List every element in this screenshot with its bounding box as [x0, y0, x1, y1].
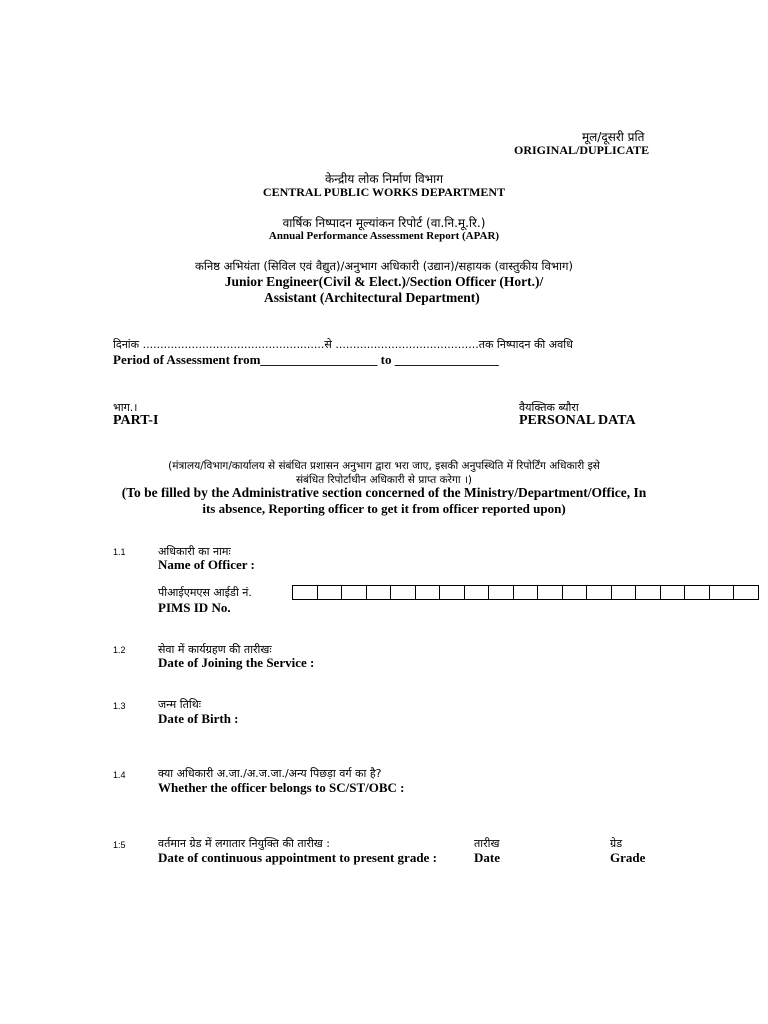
report-title-hindi: वार्षिक निष्पादन मूल्यांकन रिपोर्ट (वा.नि.मू.रि.) [282, 216, 486, 230]
pims-digit-box[interactable] [709, 585, 734, 600]
pims-digit-box[interactable] [513, 585, 538, 600]
pims-digit-box[interactable] [611, 585, 636, 600]
pims-digit-box[interactable] [390, 585, 415, 600]
instruction-english-2: its absence, Reporting officer to get it from officer reported upon) [202, 501, 566, 516]
date-column-label: Date [474, 850, 500, 865]
date-column-hindi: तारीख [474, 837, 500, 850]
pims-digit-box[interactable] [415, 585, 440, 600]
report-title-english: Annual Performance Assessment Report (APAR) [268, 230, 500, 242]
post-title-english-1: Junior Engineer(Civil & Elect.)/Section Officer (Hort.)/ [224, 274, 544, 289]
post-title-hindi: कनिष्ठ अभियंता (सिविल एवं वैद्युत)/अनुभाग अधिकारी (उद्यान)/सहायक (वास्तुकीय विभाग) [195, 259, 573, 273]
officer-name-label: Name of Officer : [158, 557, 255, 572]
field-number-1-3: 1.3 [113, 701, 126, 711]
category-label-hindi: क्या अधिकारी अ.जा./अ.ज.जा./अन्य पिछड़ा वर्ग का है? [158, 767, 382, 780]
period-hindi: दिनांक ....................................................से .........................................तक निष्पादन की अवधि [113, 338, 573, 351]
grade-column-label: Grade [610, 850, 646, 865]
period-english: Period of Assessment from__________________ to ________________ [113, 352, 499, 367]
pims-digit-box[interactable] [562, 585, 587, 600]
department-english: CENTRAL PUBLIC WORKS DEPARTMENT [262, 185, 506, 199]
section-title-hindi: वैयक्तिक ब्यौरा [519, 401, 579, 414]
pims-digit-box[interactable] [341, 585, 366, 600]
pims-digit-box[interactable] [464, 585, 489, 600]
category-label: Whether the officer belongs to SC/ST/OBC : [158, 780, 405, 795]
birth-date-label-hindi: जन्म तिथिः [158, 698, 201, 711]
copy-type-hindi: मूल/दूसरी प्रति [582, 130, 645, 144]
post-title-english-2: Assistant (Architectural Department) [264, 290, 480, 305]
officer-name-label-hindi: अधिकारी का नामः [158, 545, 231, 558]
pims-digit-box[interactable] [635, 585, 660, 600]
instruction-hindi-2: संबंधित रिपोर्टाधीन अधिकारी से प्राप्त करेगा ।) [295, 474, 473, 486]
pims-digit-box[interactable] [439, 585, 464, 600]
pims-id-label: PIMS ID No. [158, 600, 231, 615]
pims-digit-box[interactable] [317, 585, 342, 600]
pims-id-label-hindi: पीआईएमएस आईडी नं. [158, 586, 252, 599]
field-number-1-1: 1.1 [113, 547, 126, 557]
grade-column-hindi: ग्रेड [610, 837, 623, 850]
pims-digit-box[interactable] [537, 585, 562, 600]
instruction-hindi-1: (मंत्रालय/विभाग/कार्यालय से संबंधित प्रशासन अनुभाग द्वारा भरा जाए, इसकी अनुपस्थिति में रिपोर्टिंग अधिकारी इसे [168, 460, 600, 472]
joining-date-label: Date of Joining the Service : [158, 655, 315, 670]
field-number-1-2: 1.2 [113, 645, 126, 655]
copy-type-english: ORIGINAL/DUPLICATE [514, 143, 650, 157]
part-label-hindi: भाग.। [113, 401, 138, 414]
pims-digit-box[interactable] [488, 585, 513, 600]
pims-digit-box[interactable] [292, 585, 317, 600]
part-label-english: PART-I [113, 413, 159, 428]
field-number-1-5: 1:5 [113, 840, 126, 850]
pims-digit-box[interactable] [733, 585, 759, 600]
appointment-date-label-hindi: वर्तमान ग्रेड में लगातार नियुक्ति की तारीख : [158, 837, 330, 850]
department-hindi: केन्द्रीय लोक निर्माण विभाग [324, 172, 444, 186]
pims-digit-box[interactable] [586, 585, 611, 600]
pims-digit-box[interactable] [684, 585, 709, 600]
pims-digit-box[interactable] [366, 585, 391, 600]
field-number-1-4: 1.4 [113, 770, 126, 780]
pims-digit-box[interactable] [660, 585, 685, 600]
appointment-date-label: Date of continuous appointment to present grade : [158, 850, 437, 865]
instruction-english-1: (To be filled by the Administrative section concerned of the Ministry/Department/Office, In [121, 485, 647, 500]
pims-id-input-boxes[interactable] [292, 585, 759, 599]
joining-date-label-hindi: सेवा में कार्यग्रहण की तारीखः [158, 643, 272, 656]
birth-date-label: Date of Birth : [158, 711, 239, 726]
section-title-english: PERSONAL DATA [519, 413, 636, 428]
